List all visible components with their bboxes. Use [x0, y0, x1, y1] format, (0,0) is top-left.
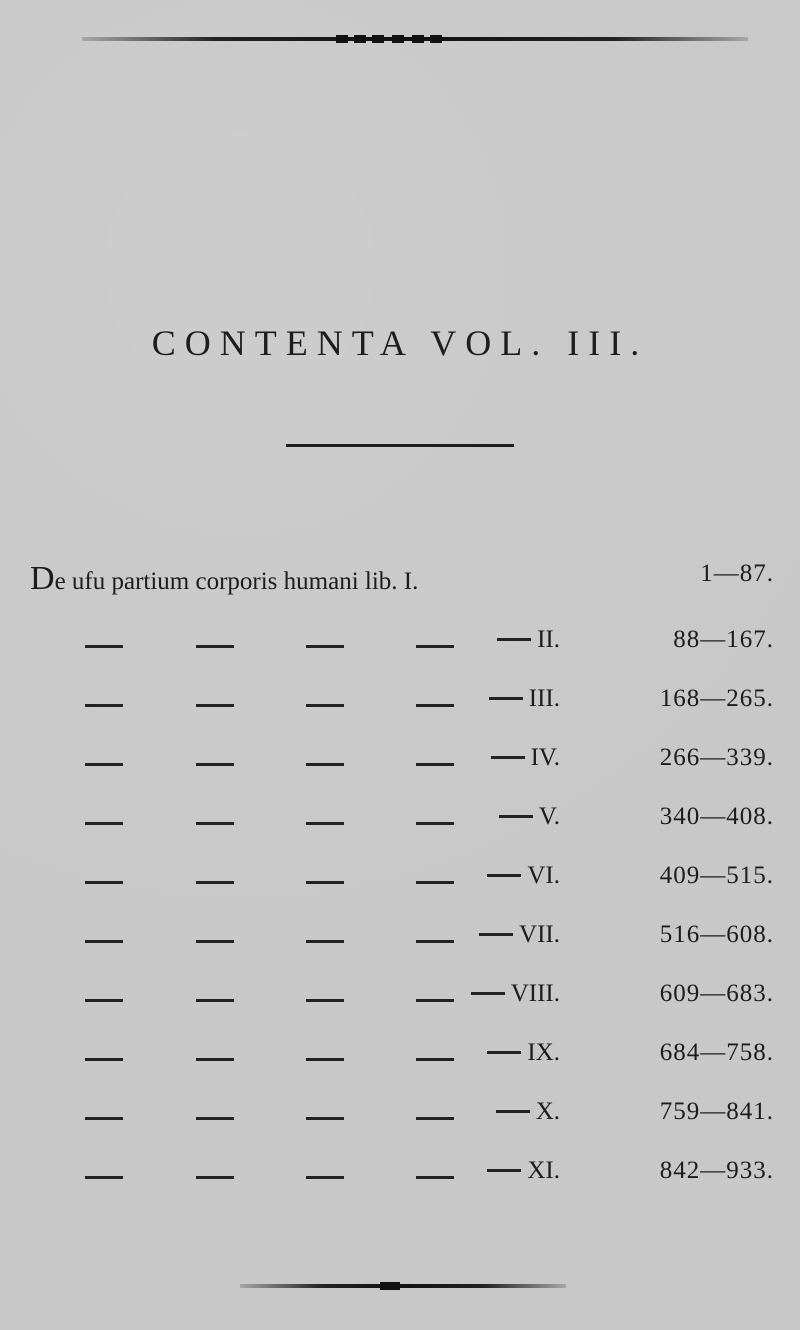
- ditto-dash: [85, 1058, 123, 1061]
- toc-row: [0, 921, 800, 961]
- toc-row-first: [0, 560, 800, 600]
- toc-row: [0, 980, 800, 1020]
- ditto-dash: [416, 999, 454, 1002]
- ditto-dash: [416, 763, 454, 766]
- ditto-dash: [196, 1117, 234, 1120]
- bottom-ornamental-rule: [240, 1284, 566, 1288]
- leader-dash: [487, 1051, 521, 1054]
- leader-dash: [487, 874, 521, 877]
- ditto-dash: [85, 940, 123, 943]
- ditto-dash: [85, 763, 123, 766]
- ditto-dash: [196, 1176, 234, 1179]
- leader-dash: [479, 933, 513, 936]
- page-range: 340—408.: [659, 803, 774, 830]
- book-label: XI.: [527, 1157, 560, 1184]
- book-number: [496, 1098, 560, 1126]
- title-divider: [286, 444, 514, 447]
- ditto-dash: [416, 704, 454, 707]
- page-title: CONTENTA VOL. III.: [151, 323, 649, 363]
- ditto-dash: [196, 763, 234, 766]
- book-number: [499, 803, 560, 831]
- page-range: 1—87.: [700, 560, 774, 587]
- book-number: [479, 921, 560, 949]
- toc-row: [0, 685, 800, 725]
- ditto-dash: [306, 763, 344, 766]
- book-number: [491, 744, 560, 772]
- ditto-dash: [196, 940, 234, 943]
- page-range: 842—933.: [659, 1157, 774, 1184]
- book-number: [487, 1157, 560, 1185]
- ditto-dash: [85, 645, 123, 648]
- ditto-dash: [416, 1058, 454, 1061]
- book-label: II.: [537, 626, 560, 653]
- first-entry-title: [30, 560, 418, 598]
- toc-row: [0, 744, 800, 784]
- book-label: VIII.: [510, 980, 560, 1007]
- leader-dash: [499, 815, 533, 818]
- ditto-dash: [416, 881, 454, 884]
- ditto-dash: [306, 645, 344, 648]
- book-label: X.: [535, 1098, 560, 1125]
- leader-dash: [496, 1110, 530, 1113]
- page-range: 516—608.: [659, 921, 774, 948]
- ditto-dash: [416, 1176, 454, 1179]
- ditto-dash: [306, 1117, 344, 1120]
- ditto-dash: [416, 940, 454, 943]
- toc-row: [0, 862, 800, 902]
- leader-dash: [491, 756, 525, 759]
- ditto-dash: [85, 881, 123, 884]
- leader-dash: [489, 697, 523, 700]
- ditto-dash: [196, 822, 234, 825]
- leader-dash: [497, 638, 531, 641]
- book-number: [471, 980, 560, 1008]
- page-range: 168—265.: [659, 685, 774, 712]
- leader-dash: [487, 1169, 521, 1172]
- ditto-dash: [306, 704, 344, 707]
- drop-cap: D: [30, 560, 55, 597]
- top-ornamental-rule: [82, 37, 748, 41]
- toc-row: [0, 1157, 800, 1197]
- page-range: 409—515.: [659, 862, 774, 889]
- ditto-dash: [306, 999, 344, 1002]
- book-number: [487, 862, 560, 890]
- book-label: VI.: [527, 862, 560, 889]
- book-number: [487, 1039, 560, 1067]
- ditto-dash: [85, 704, 123, 707]
- ditto-dash: [306, 822, 344, 825]
- book-label: IV.: [530, 744, 560, 771]
- ditto-dash: [196, 881, 234, 884]
- page-range: 266—339.: [659, 744, 774, 771]
- ditto-dash: [196, 1058, 234, 1061]
- leader-dash: [471, 992, 505, 995]
- ditto-dash: [416, 822, 454, 825]
- page-range: 684—758.: [659, 1039, 774, 1066]
- toc-row: [0, 1098, 800, 1138]
- first-entry-text: e ufu partium corporis humani lib. I.: [54, 568, 419, 595]
- ditto-dash: [196, 704, 234, 707]
- toc-row: [0, 803, 800, 843]
- ditto-dash: [85, 999, 123, 1002]
- book-number: [489, 685, 560, 713]
- ditto-dash: [85, 822, 123, 825]
- ditto-dash: [306, 1176, 344, 1179]
- book-label: VII.: [519, 921, 560, 948]
- ditto-dash: [416, 1117, 454, 1120]
- ditto-dash: [306, 940, 344, 943]
- ditto-dash: [196, 999, 234, 1002]
- book-label: III.: [528, 685, 560, 712]
- ditto-dash: [85, 1117, 123, 1120]
- ditto-dash: [85, 1176, 123, 1179]
- toc-row: [0, 1039, 800, 1079]
- page-range: 609—683.: [659, 980, 774, 1007]
- book-label: V.: [538, 803, 560, 830]
- ditto-dash: [416, 645, 454, 648]
- ditto-dash: [306, 881, 344, 884]
- page-range: 88—167.: [673, 626, 774, 653]
- ditto-dash: [306, 1058, 344, 1061]
- toc-row: [0, 626, 800, 666]
- page-range: 759—841.: [659, 1098, 774, 1125]
- book-label: IX.: [527, 1039, 560, 1066]
- ditto-dash: [196, 645, 234, 648]
- book-number: [497, 626, 560, 654]
